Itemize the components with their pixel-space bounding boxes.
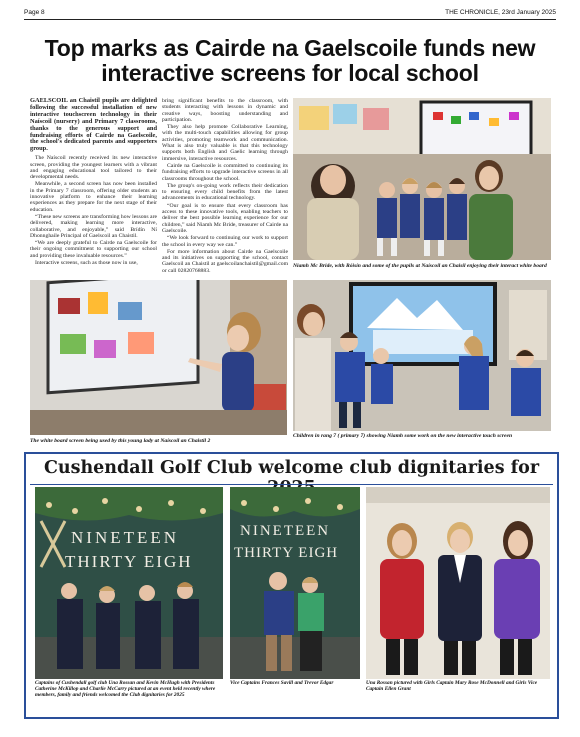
paragraph: “Our goal is to ensure that every classroom has access to these innovative tools, enabling teachers to deliver the best possible learning experience for our children,” said Niamh Mc Bride, treasurer of Cairde na Gaelscoile. xyxy=(162,202,288,234)
caption-mid-left: The white board screen being used by this young lady at Naíscoil an Chaistil 2 xyxy=(30,438,211,444)
paragraph: bring significant benefits to the classroom, with students interacting with lessons in dynamic and creative ways, boosting understanding and participation. xyxy=(162,98,288,123)
caption-golf-left: Captains of Cushendall golf club Una Rossan and Kevin McHugh with Presidents Catherine McKillop and Charlie McCarry pictured at an event held recently where members, family and friends welcomed the Club dignitaries for 2025 xyxy=(35,680,216,698)
article-column-2 xyxy=(162,98,288,275)
caption-golf-mid: Vice Captains Frances Savill and Trevor Edgar xyxy=(230,680,334,686)
article-column-1 xyxy=(30,98,157,267)
photo-naiscoil-illustration xyxy=(293,98,551,260)
paragraph: “We look forward to continuing our work to support the school in every way we can.” xyxy=(162,235,288,248)
caption-top-right: Niamh Mc Bride, with Róisín and some of the pupils at Naíscoil an Chaisil enjoying their interact white board xyxy=(293,263,547,269)
photo-golf-mid-illustration xyxy=(230,487,360,679)
paragraph: Cairde na Gaelscoile is committed to continuing its fundraising efforts to upgrade interactive screens in all classrooms throughout the school. xyxy=(162,162,288,182)
paragraph: Meanwhile, a second screen has now been installed in the Primary 7 classroom, offering older students an innovative platform to enhance their learning experiences as they prepare for the next stage of their education. xyxy=(30,181,157,213)
paragraph: Interactive screens, such as those now in use, xyxy=(35,260,138,266)
paper-name-date: THE CHRONICLE, 23rd January 2025 xyxy=(445,8,556,16)
headline: Top marks as Cairde na Gaelscoile funds new interactive screens for local school xyxy=(44,35,536,86)
photo-golf-captains-presidents xyxy=(35,487,223,679)
paragraph: The Naíscoil recently received its new interactive screen, providing the youngest learners with a vibrant and engaging educational tool tailored to their developmental needs. xyxy=(30,155,157,181)
article-lead: GAELSCOIL an Chaistil pupils are delighted following the successful installation of new interactive touchscreen technology in their Naíscoil (nursery) and Primary 7 classrooms, thanks to the generous support and fundraising efforts of Cairde na Gaelscoile, the school's dedicated parents and supporters group. xyxy=(30,97,157,153)
golf-title-rule xyxy=(30,484,553,485)
golf-section-title: Cushendall Golf Club welcome club dignitaries for xyxy=(43,458,540,478)
photo-girl-illustration xyxy=(30,280,287,435)
photo-golf-girls-captains xyxy=(366,487,550,679)
sign-line-2: THIRTY EIGH xyxy=(234,545,339,561)
sign-line-1: NINETEEN xyxy=(240,523,331,539)
sign-line-1: NINETEEN xyxy=(71,528,180,547)
sign-line-2: THIRTY EIGH xyxy=(65,552,193,571)
paragraph: They also help promote Collaborative Learning, with the multi-touch capabilities allowing for group activities, promoting teamwork and communication. What is also truly valuable is that this technology supports both English and Gaelic learning through immersive, interactive resources. xyxy=(162,124,288,162)
photo-naiscoil-group xyxy=(293,98,551,260)
paragraph: “We are deeply grateful to Cairde na Gaelscoile for their ongoing commitment to supporting our school and providing these invaluable resources.” xyxy=(30,240,157,259)
page-header xyxy=(24,6,556,18)
paragraph: The group's on-going work reflects their dedication to ensuring every child benefits from the latest advancements in educational technology. xyxy=(162,182,288,202)
page-number: Page 8 xyxy=(24,8,45,16)
photo-p7-illustration xyxy=(293,280,551,431)
photo-p7-class xyxy=(293,280,551,431)
header-rule xyxy=(24,19,556,20)
photo-girl-at-board xyxy=(30,280,287,435)
caption-mid-right: Children in rang 7 ( primary 7) showing Niamh some work on the new interactive touch screen xyxy=(293,433,513,439)
photo-golf-left-illustration xyxy=(35,487,223,679)
photo-golf-right-illustration xyxy=(366,487,550,679)
paragraph: For more information about Cairde na Gaelscoile and its initiatives on supporting the school, contact Gaelscoil an Chaistil at gaelscoilanchaistil@gmail.com or call 02820768883. xyxy=(162,248,288,274)
paragraph: “These new screens are transforming how lessons are delivered, making learning more interactive, collaborative, and enjoyable,” said Brídín Ní Dhonnghaile Principal of Gaelscoil an Chaistil. xyxy=(30,213,157,239)
photo-golf-vice-captains xyxy=(230,487,360,679)
golf-club-section xyxy=(24,452,559,719)
caption-golf-right: Una Rossan pictured with Girls Captain Mary Rose McDonnell and Girls Vice Captain Ellen Grant xyxy=(366,680,538,692)
